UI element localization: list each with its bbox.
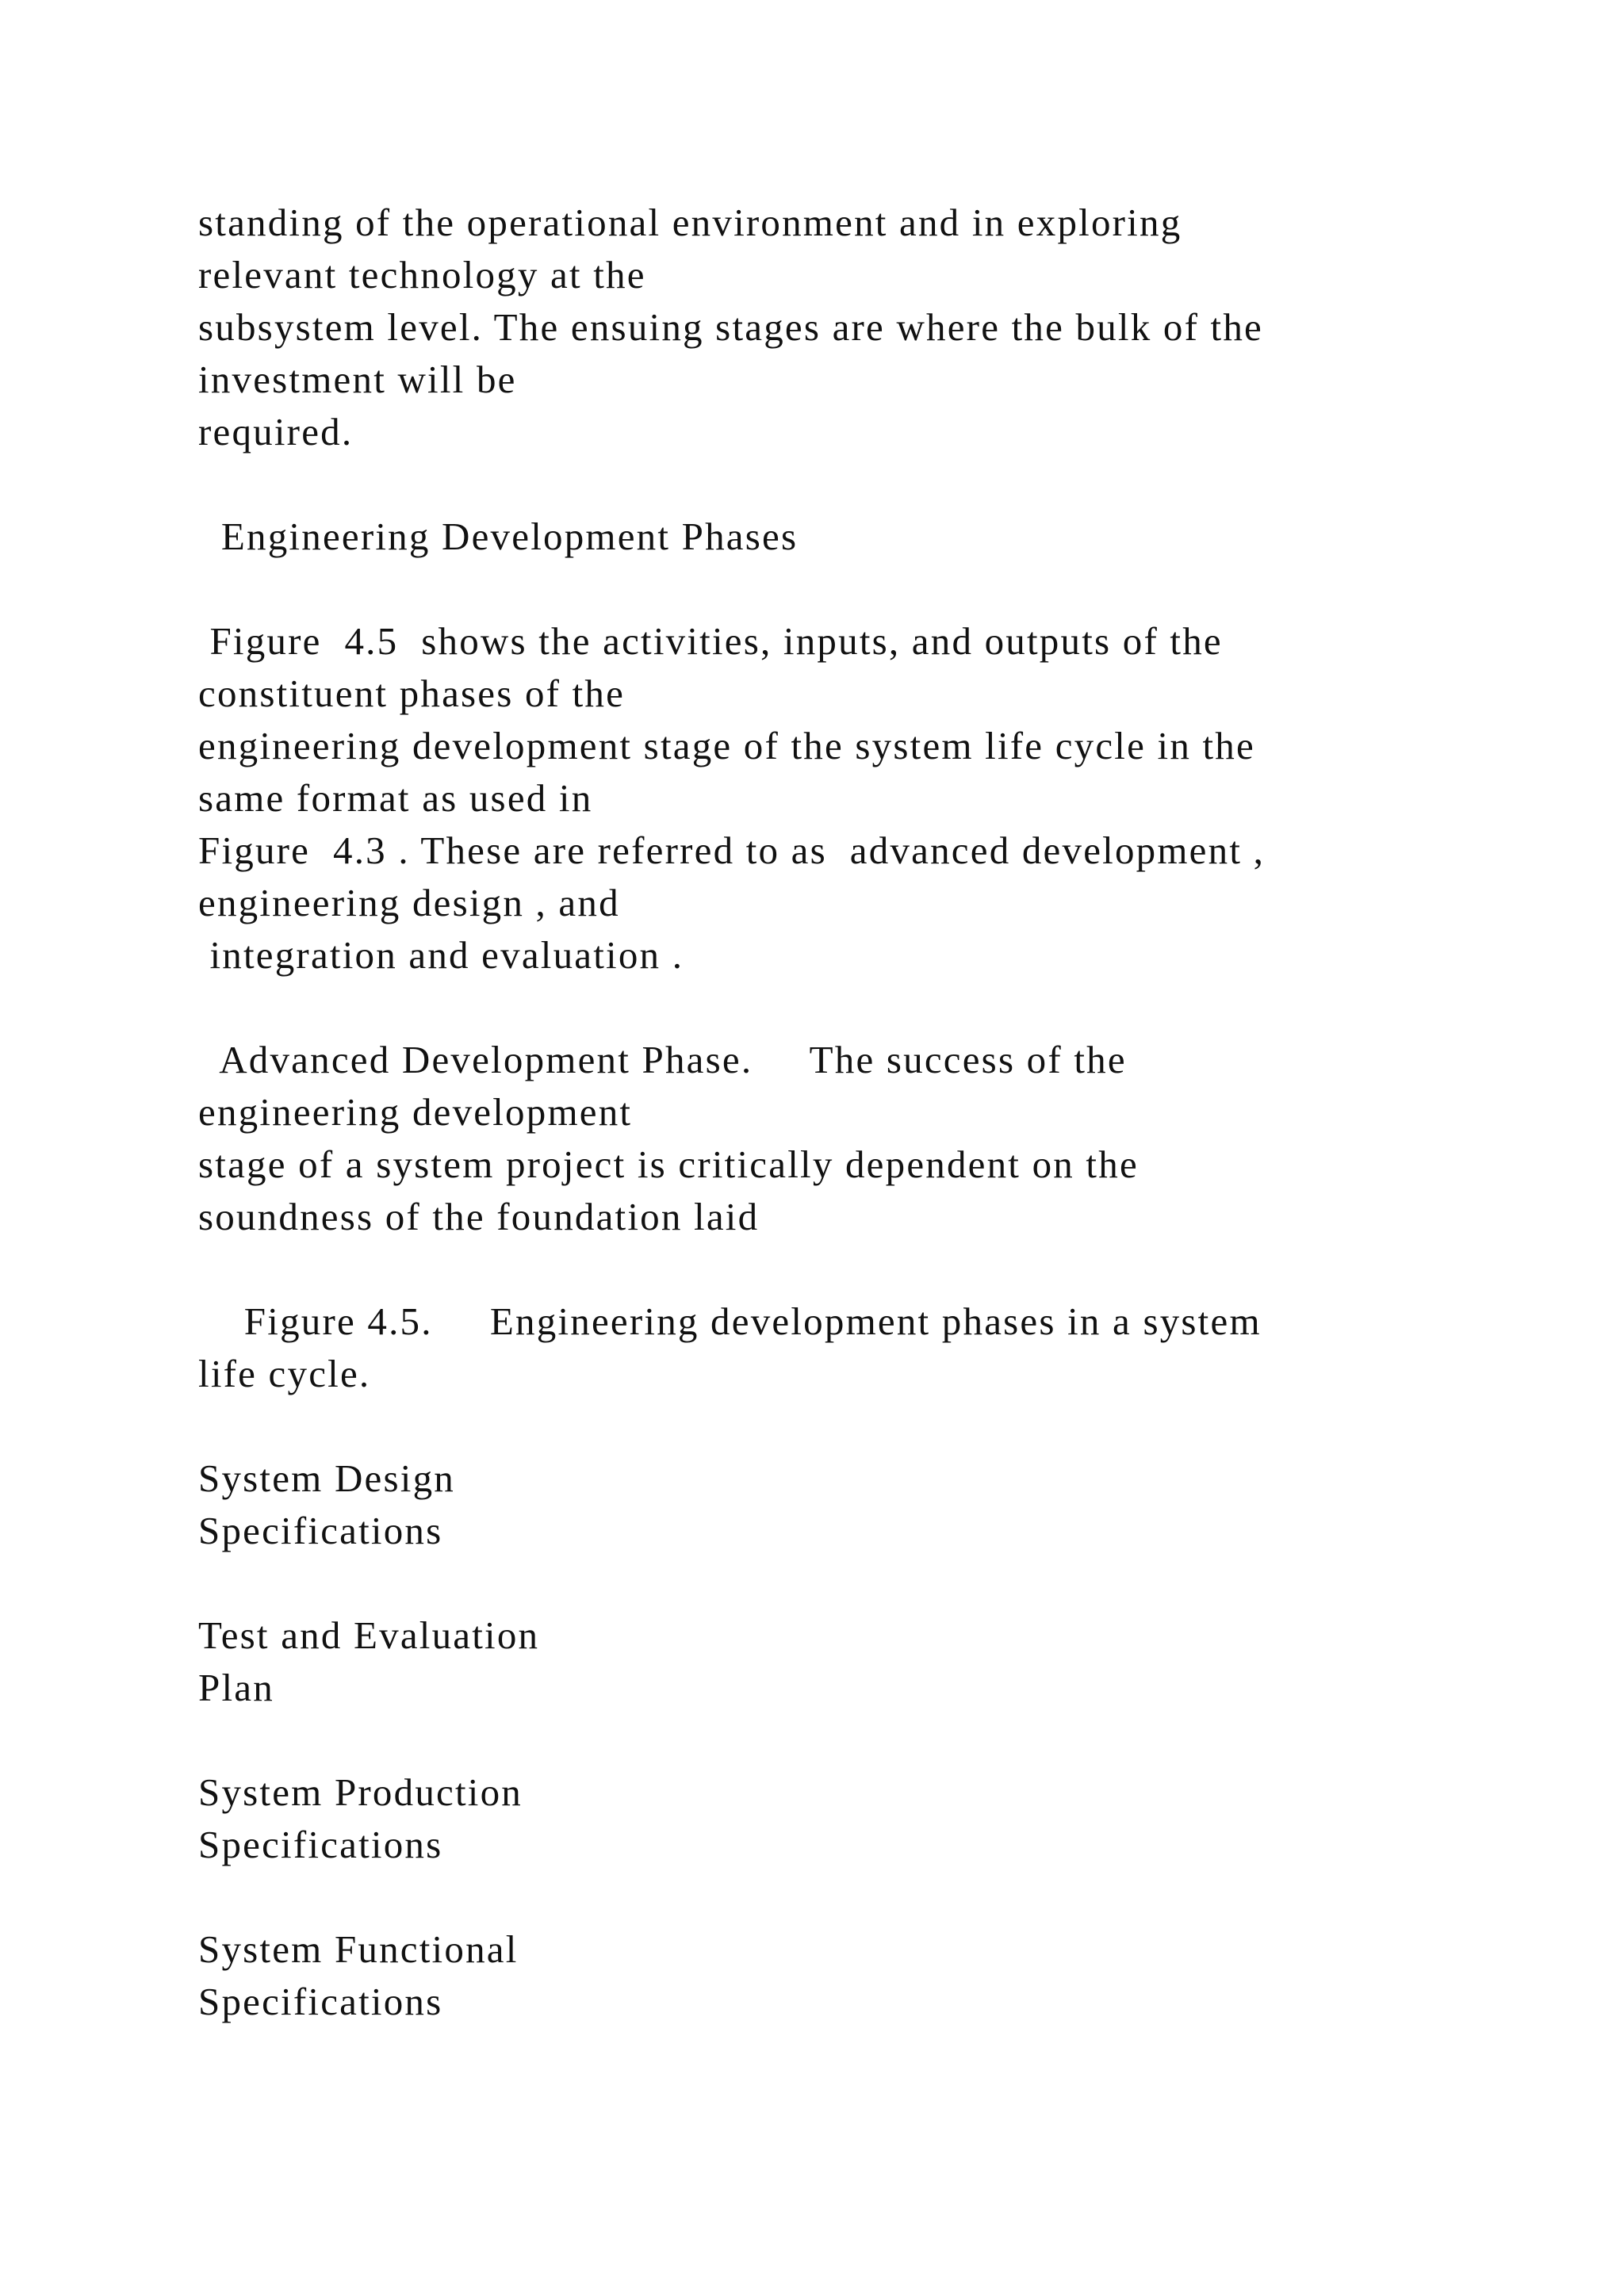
- paragraph-operational-environment: [198, 197, 1562, 458]
- figure-label-system-design-specifications: [198, 1452, 1562, 1557]
- paragraph-spacer: [198, 1400, 1562, 1452]
- text-line: same format as used in: [198, 776, 593, 820]
- document-text: [198, 197, 1562, 2028]
- text-line: investment will be: [198, 358, 517, 401]
- text-line: required.: [198, 410, 354, 453]
- text-line: integration and evaluation .: [198, 933, 684, 977]
- text-line: Test and Evaluation: [198, 1613, 540, 1657]
- text-line: subsystem level. The ensuing stages are where the bulk of the: [198, 305, 1264, 349]
- figure-label-system-production-specifications: [198, 1766, 1562, 1871]
- text-line: engineering development stage of the system life cycle in the: [198, 724, 1255, 767]
- text-line: relevant technology at the: [198, 253, 646, 297]
- text-line: Advanced Development Phase. The success of the: [198, 1038, 1127, 1081]
- text-line: standing of the operational environment and in exploring: [198, 201, 1182, 244]
- paragraph-spacer: [198, 458, 1562, 511]
- figure-label-test-and-evaluation-plan: [198, 1609, 1562, 1714]
- paragraph-advanced-development-phase: [198, 1034, 1562, 1243]
- paragraph-figure-4-5-description: [198, 615, 1562, 982]
- text-line: engineering design , and: [198, 881, 620, 924]
- paragraph-spacer: [198, 982, 1562, 1034]
- section-heading: Engineering Development Phases: [198, 515, 799, 558]
- text-line: Specifications: [198, 1509, 443, 1552]
- paragraph-spacer: [198, 563, 1562, 615]
- text-line: System Functional: [198, 1927, 519, 1971]
- figure-caption: [198, 1295, 1562, 1400]
- text-line: Specifications: [198, 1823, 443, 1866]
- text-line: constituent phases of the: [198, 672, 626, 715]
- text-line: Figure 4.3 . These are referred to as advanced development ,: [198, 828, 1266, 872]
- text-line: System Design: [198, 1456, 455, 1500]
- text-line: Figure 4.5 shows the activities, inputs, and outputs of the: [198, 619, 1223, 663]
- paragraph-spacer: [198, 1714, 1562, 1766]
- text-line: engineering development: [198, 1090, 633, 1134]
- text-line: stage of a system project is critically dependent on the: [198, 1142, 1139, 1186]
- paragraph-spacer: [198, 1871, 1562, 1923]
- text-line: soundness of the foundation laid: [198, 1195, 760, 1238]
- paragraph-spacer: [198, 1243, 1562, 1295]
- text-line: Specifications: [198, 1980, 443, 2023]
- text-line: System Production: [198, 1770, 523, 1814]
- text-line: Figure 4.5. Engineering development phases in a system: [198, 1299, 1262, 1343]
- figure-label-system-functional-specifications: [198, 1923, 1562, 2028]
- paragraph-spacer: [198, 1557, 1562, 1609]
- text-line: Plan: [198, 1666, 274, 1709]
- text-line: life cycle.: [198, 1352, 371, 1395]
